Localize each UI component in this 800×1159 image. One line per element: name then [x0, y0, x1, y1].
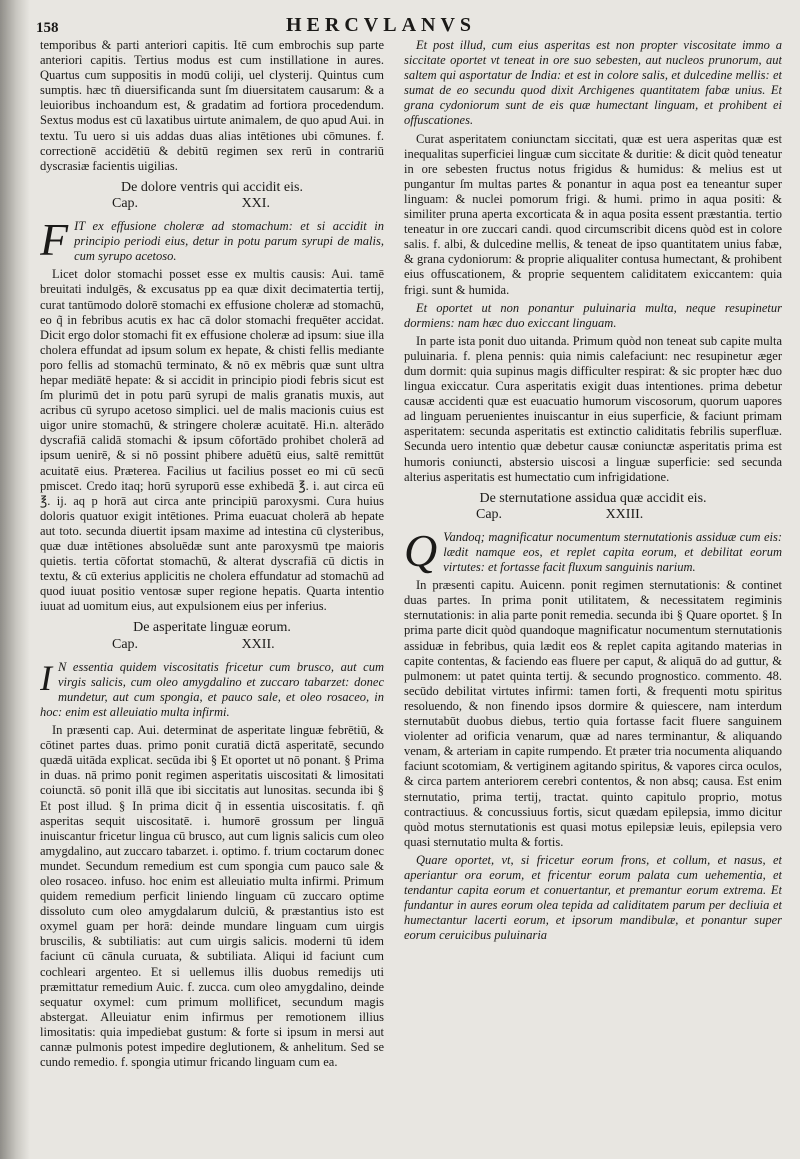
chapter-text — [404, 524, 782, 576]
left-column — [40, 38, 384, 1148]
paragraph: temporibus & parti anteriori capitis. Itē cum embrochis sup parte anteriori capitis. Tertius modus est cum instillatione in aures. Quartus cum suppositis in modū coliji, uel clysterij. Quintus cum sumptis. hæc tñ diuersificanda sunt ſm diuersitatem causarum: & a leuioribus inchoandum est, & gradatim ad fortiora procedendum. Sextus modus est cū laxatibus uirtute animalem, de quo apud Aui. in textu. Tu uero si uis addas duas alias intētiones ubi cōmunes. f. correctionē accidētiū & debitū regimen sex rerū in contrariū dyscrasiæ facientis uigilias. — [40, 38, 384, 173]
chapter-text-body: N essentia quidem viscositatis fricetur cum brusco, aut cum virgis salicis, cum oleo amygdalino et zuccaro tabarzet: donec mundetur, aut cum spongia, et pauco sale, et oleo rosaceo, in hoc: enim est alleuiatio multa infirmi. — [40, 659, 384, 719]
chapter-number: XXI. — [241, 195, 270, 211]
drop-cap: Q — [404, 524, 438, 576]
commentary-paragraph: Licet dolor stomachi posset esse ex multis causis: Aui. tamē breuitati indulgēs, & excusatus pp ea quæ dixit decimatertia tertij, curat tantūmodo dolorē stomachi ex effusione choleræ ad stomachū, eo q̃ in febribus acutis ex hac cā dolor stomachi frequēter accidat. Dicit ergo dolor stomachi fit ex effusione choleræ ad ipsum: siue illa cholera effundat ad ipsum solum ex hepate, & chisti fellis mediante poro fellis ad stomachū terminato, & nō ex mēbris quæ sunt ultra hepar mediātē hepate: & si accidit in principio piodi febris sicut est ſm plurimū det in potu parū syrupi de malis granatis muxis, aut acribus cū syrupo acetoso simplici. uel de malis macionis cuius est uigor unire stomachū, & stringere choleræ acuitatē. Hi.n. alterādo dyscrafiā calidā stomachi & ipsum cōfortādo prohibet cholerā ad ipsum uenirē, & si nō possint phibere aduētū eius, saltē remittūt acuitatē eius. Præterea. Facilius ut facilius posset eo mi cū secū pmiscet. Credo itaq; horū syruporū esse exhibedā ℥. i. aut circa eū ℥. ij. aq p horā aut circa ante principiū paroxysmi. Cura huius doloris quatuor exigit intētiones. Prima euacuat cholerā ab hepate aut toto. secunda diuertit ipsam maxime ad intestina cū clysteribus, quæ duæ intētiones absoluēdæ sunt ante paroxysmū tpe maioris quietis. tertia cōfortat stomachū, & alterat dyscrafiā cū dictis in textu, & cū exterius applicitis ne cholera effundatur ad stomachū ad quod iuuat positio ventosæ super regione hepatis. Quarta intentio iuuat ad uomitum eius, aut expulsionem eius per inferius. — [40, 267, 384, 614]
chapter-text — [40, 214, 384, 266]
chapter-label: Cap. — [112, 636, 139, 652]
running-head: HERCVLANVS — [286, 14, 477, 36]
drop-cap: I — [40, 657, 52, 698]
chapter-text-body: Vandoq; magnificatur nocumentum sternutationis assiduæ cum eis: lædit namque eos, et replet capita eorum, et debilitat eorum virtutes: et fortasse facit fluxum sanguinis narium. — [443, 529, 782, 575]
chapter-text-body: IT ex effusione choleræ ad stomachum: et si accidit in principio periodi eius, detur in potu parum syrupi de malis, cum syrupo acetoso. — [74, 219, 384, 264]
chapter-number: XXIII. — [605, 506, 644, 522]
page-header — [28, 10, 780, 40]
chapter-text: Et post illud, cum eius asperitas est non propter viscositate immo a siccitate oportet vt teneat in ore suo sebesten, aut nucleos prunorum, aut saltem qui asportatur de India: et est in colore salis, et dulcedine mellis: et sumat de eo secundu quod dixit Archigenes quantitatem fabæ unius. Et grana cydoniorum sunt de eis quæ humectant linguam, et prohibent ei offuscationes. — [404, 38, 782, 128]
chapter-heading: De dolore ventris qui accidit eis. — [121, 179, 303, 195]
chapter-heading: De asperitate linguæ eorum. — [133, 620, 291, 636]
chapter-number-row — [404, 507, 782, 522]
chapter-number: XXII. — [241, 636, 275, 652]
commentary-paragraph: In parte ista ponit duo uitanda. Primum quòd non teneat sub capite multa puluinaria. f. plena pennis: quia nimis calefaciunt: nec resupinetur æger dum dormit: quia supinus magis difficulter respirat: & sic propter hæc duo lingua exiccatur. Cura asperitatis exigit duas intentiones. prima debetur causæ accidenti quæ est euacuatio humorum viscosorum, quorum uapores ad linguam peruenientes inuiscantur in eius superficie, & faciunt primam asperitatem: secunda asperitatis est extinctio caliditatis febrilis superfluæ. Secunda uero intentio quæ debetur causæ coniunctæ asperitatis prima est humoris coniuncti, abstersio uiscosi a linguæ superficie: sed secunda alterius asperitatis est humectatio cum infrigidatione. — [404, 333, 782, 484]
chapter-number-row — [40, 196, 384, 211]
page-number: 158 — [36, 20, 59, 36]
chapter-text — [40, 657, 384, 720]
drop-cap: F — [40, 214, 69, 266]
chapter-text: Et oportet ut non ponantur puluinaria multa, neque resupinetur dormiens: nam hæc duo exiccant linguam. — [404, 300, 782, 330]
right-column — [404, 38, 782, 1148]
chapter-heading: De sternutatione assidua quæ accidit eis. — [479, 490, 707, 506]
chapter-text: Quare oportet, vt, si fricetur eorum frons, et collum, et nasus, et aperiantur ora eorum, et fricentur eorum palata cum uehementia, et tendantur capita eorum et conuertantur, et premantur eorum extrema. Et fundantur in aures eorum olea tepida ad caliditatem parum per decliuia et humectantur lacerti eorum, et ipsorum mandibulæ, et ponantur super eorum ceruicibus puluinaria — [404, 852, 782, 943]
chapter-label: Cap. — [476, 506, 503, 522]
chapter-number-row — [40, 637, 384, 652]
commentary-paragraph: Curat asperitatem coniunctam siccitati, quæ est uera asperitas quæ est inequalitas superficiei linguæ cum siccitate & duritie: & dicit quòd teneatur in ore sebesten fructus notus frigidus & humidus: & melius est ut pungantur ſm multas partes & ponantur in aqua post ea teneantur super linguam: & nuclei pomorum frigi. & humi. primo in aqua positi: & similiter pruna aperta excorticata & in aqua posita essent præstantia. tertio teneatur in ore zuccari candi. quod circumscribit dicens quòd est in colore salis. f. albi, & dulcedine mellis, & teneat de ipso quantitatem unius fabæ, & grana cydoniorum: & proprie aliqualiter contusa humectant, & prohibent eius offuscationem, & proprie sequentem caliditatem exiccantem: quia frigi. sunt & humida. — [404, 131, 782, 297]
chapter-label: Cap. — [112, 195, 139, 211]
commentary-paragraph: In præsenti cap. Aui. determinat de asperitate linguæ febrētiū, & cōtinet partes duas. primo ponit curatiā dictā asperitatē, secundo quædā uitāda explicat. secūda ibi § Et oportet ut nō ponant. § Prima in duas. nā primo ponit regimen asperitatis uiscositati & limositati coiunctā. sō ponit illā que ibi siccitatis aut lunositas. secunda ibi § Et post illud. § In prima dicit q̃ in essentia uiscositatis. f. qñ asperitas sequit uiscositatē. i. humorē grossum per linguā inuiscantur fricetur lingua cū brusco, aut cum lignis salicis cum oleo amygdalino, aut zuccaro tabarzet. i. optimo. f. trium coctarum donec mundet. Secundum remedium est cum spongia cum pauco sale & oleo rosaceo. infuso. hoc enim est alleuiatio multa infirmi. Primum quidem remedium perficit liniendo linguam cū zuccaro optime dissoluto cum oleo amygdalarum dulciū, & præstantius isto est oxymel guam per horā: deinde mundare linguam cum uirgis bruscilis, & subtiliatis: aut cum uirgis salicis. moderni tū idem faciunt cū cānula curuata, & subtiliata. Aliqui id faciunt cum cochleari argenteo. Et si uellemus illis duobus remedijs uti præmittatur remedium Auic. f. zucca. cum oleo amygdalino, deinde sequatur oxymel: cum primum mollificet, secundum magis abstergat. Alleuiatur enim infirmus per remotionem illius limositatis: quia impediebat gustum: & forte si ipsum in mersi aut cannæ pulmonis potest impedire deglutionem, & anhelitum. Sed se cundo remedio. f. spongia utimur fricando linguam cum ea. — [40, 723, 384, 1070]
commentary-paragraph: In præsenti capitu. Auicenn. ponit regimen sternutationis: & continet duas partes. In prima ponit utilitatem, & necessitatem regiminis sternutationis: in alia parte ponit remedia. secunda ibi § Quare oportet. § In prima parte dicit quòd quandoque magnificatur nocumentum sternutationis assiduæ in febribus, quia lædit eos & replet capita agitando materias in capite contentas, & faciendo eas fluere per caput, & aliquā do ad guttur, & pulmonem: ut patet quinta tertij. & secundo prognostico. commento. 48. secūdo debilitat virtutes infirmi: tamen forti, & frequenti motu spiritus resoluendo, & non finendo ipsos dormire & quiescere, nam interdum sternutabūt duobus diebus, tertio quia fortasse facit fluere sanguinem violenter ad orificia venarum, quæ ad nares terminantur, & aliquando venam, & arteriam in capite rumpendo. Et præter tria nocumenta aliquando faciunt scotomiam, & vertiginem agitando spiritus, & vapores circa oculos, & circa partem anteriorem cerebri contentos, & non absq; causa. Est enim sternutatio, prima tertij, tractat. quinto capitulo proprio, motus contractiuus. & concussiuus fortis, sicut quædam epilepsia, immo dicitur quòd motus sternutationis est quasi motus epilepsiæ leuis, epilepsia vero quasi sternutatio multa & fortis. — [404, 578, 782, 849]
